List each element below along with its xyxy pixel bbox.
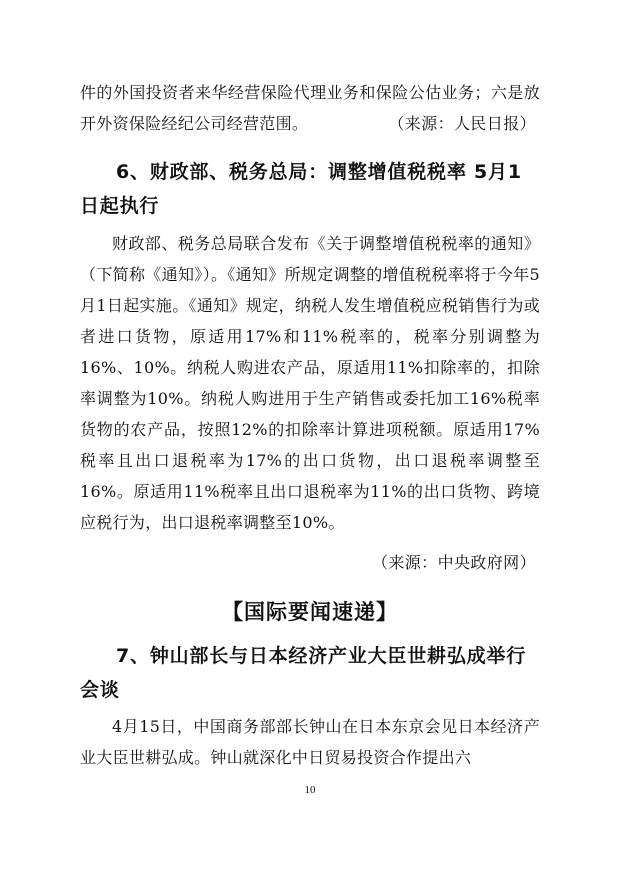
item6-heading <box>80 155 540 223</box>
item7-heading <box>80 639 540 707</box>
intro-text: 件的外国投资者来华经营保险代理业务和保险公估业务；六是放开外资保险经纪公司经营范围。 <box>80 83 540 133</box>
section-title: 【国际要闻速递】 <box>222 600 398 624</box>
intro-source: （来源：人民日报） <box>388 114 536 133</box>
item6-heading-text: 6、财政部、税务总局：调整增值税税率 5月1日起执行 <box>80 161 522 217</box>
item7-heading-text: 7、钟山部长与日本经济产业大臣世耕弘成举行会谈 <box>80 645 527 701</box>
item6-body: 财政部、税务总局联合发布《关于调整增值税税率的通知》（下简称《通知》）。《通知》所规定调整的增值税税率将于今年5月1日起实施。《通知》规定，纳税人发生增值税应税销售行为或者进口货物，原适用17%和11%税率的，税率分别调整为16%、10%。纳税人购进农产品，原适用11%扣除率的，扣除率调整为10%。纳税人购进用于生产销售或委托加工16%税率货物的农产品，按照12%的扣除率计算进项税额。原适用17%税率且出口退税率为17%的出口货物，出口退税率调整至16%。原适用11%税率且出口退税率为11%的出口货物、跨境应税行为，出口退税率调整至10%。 <box>80 234 540 532</box>
item6-source: （来源：中央政府网） <box>371 553 536 572</box>
page-number: 10 <box>304 784 316 796</box>
item7-body: 4月15日，中国商务部部长钟山在日本东京会见日本经济产业大臣世耕弘成。钟山就深化中日贸易投资合作提出六 <box>80 717 540 767</box>
